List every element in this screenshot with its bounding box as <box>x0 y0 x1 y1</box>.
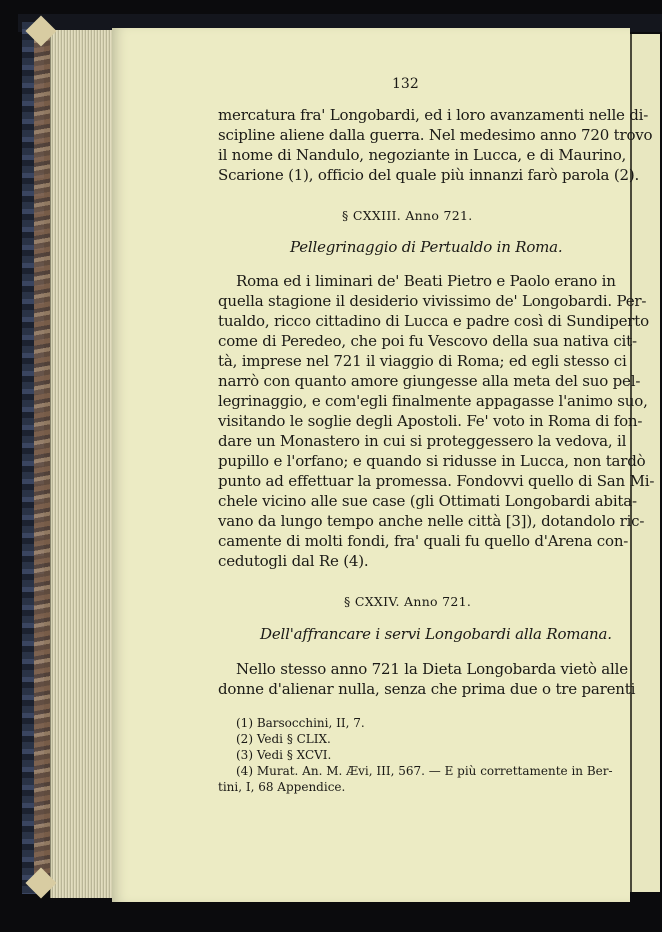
text-line: chele vicino alle sue case (gli Ottimati Longobardi abita- <box>218 492 637 510</box>
text-line: come di Peredeo, che poi fu Vescovo della sua nativa cit- <box>218 332 637 350</box>
text-line: camente di molti fondi, fra' quali fu quello d'Arena con- <box>218 532 629 550</box>
text-line: dare un Monastero in cui si proteggessero la vedova, il <box>218 432 627 450</box>
text-line: scipline aliene dalla guerra. Nel medesimo anno 720 trovo <box>218 126 653 144</box>
text-line: visitando le soglie degli Apostoli. Fe' voto in Roma di fon- <box>218 412 643 430</box>
text-line: Nello stesso anno 721 la Dieta Longobarda vietò alle <box>236 660 628 678</box>
footnote: (3) Vedi § XCVI. <box>236 748 332 762</box>
text-line: punto ad effettuar la promessa. Fondovvi quello di San Mi- <box>218 472 655 490</box>
text-line: Roma ed i liminari de' Beati Pietro e Paolo erano in <box>236 272 616 290</box>
text-line: cedutogli dal Re (4). <box>218 552 369 570</box>
footnote: (4) Murat. An. M. Ævi, III, 567. — E più correttamente in Ber- <box>236 764 613 778</box>
text-line: pupillo e l'orfano; e quando si ridusse in Lucca, non tardò <box>218 452 646 470</box>
text-line: legrinaggio, e com'egli finalmente appagasse l'animo suo, <box>218 392 648 410</box>
book-page <box>112 28 655 902</box>
text-line: il nome di Nandulo, negoziante in Lucca, e di Maurino, <box>218 146 627 164</box>
section-heading: § CXXIII. Anno 721. <box>342 208 473 223</box>
text-line: Scarione (1), officio del quale più innanzi farò parola (2). <box>218 166 640 184</box>
footnote: (1) Barsocchini, II, 7. <box>236 716 365 730</box>
text-line: narrò con quanto amore giungesse alla meta del suo pel- <box>218 372 641 390</box>
text-line: tà, imprese nel 721 il viaggio di Roma; ed egli stesso ci <box>218 352 627 370</box>
footnote: tini, I, 68 Appendice. <box>218 780 346 794</box>
section-subtitle: Pellegrinaggio di Pertualdo in Roma. <box>290 238 563 256</box>
section-subtitle: Dell'affrancare i servi Longobardi alla Romana. <box>260 625 612 643</box>
section-heading: § CXXIV. Anno 721. <box>344 594 472 609</box>
page-edges <box>50 30 113 898</box>
text-line: quella stagione il desiderio vivissimo de' Longobardi. Per- <box>218 292 647 310</box>
text-line: tualdo, ricco cittadino di Lucca e padre così di Sundiperto <box>218 312 649 330</box>
footnote: (2) Vedi § CLIX. <box>236 732 331 746</box>
text-line: mercatura fra' Longobardi, ed i loro avanzamenti nelle di- <box>218 106 649 124</box>
text-line: donne d'alienar nulla, senza che prima due o tre parenti <box>218 680 636 698</box>
text-line: vano da lungo tempo anche nelle città [3]), dotandolo ric- <box>218 512 645 530</box>
page-number: 132 <box>392 76 419 92</box>
marbled-edge <box>34 30 50 890</box>
